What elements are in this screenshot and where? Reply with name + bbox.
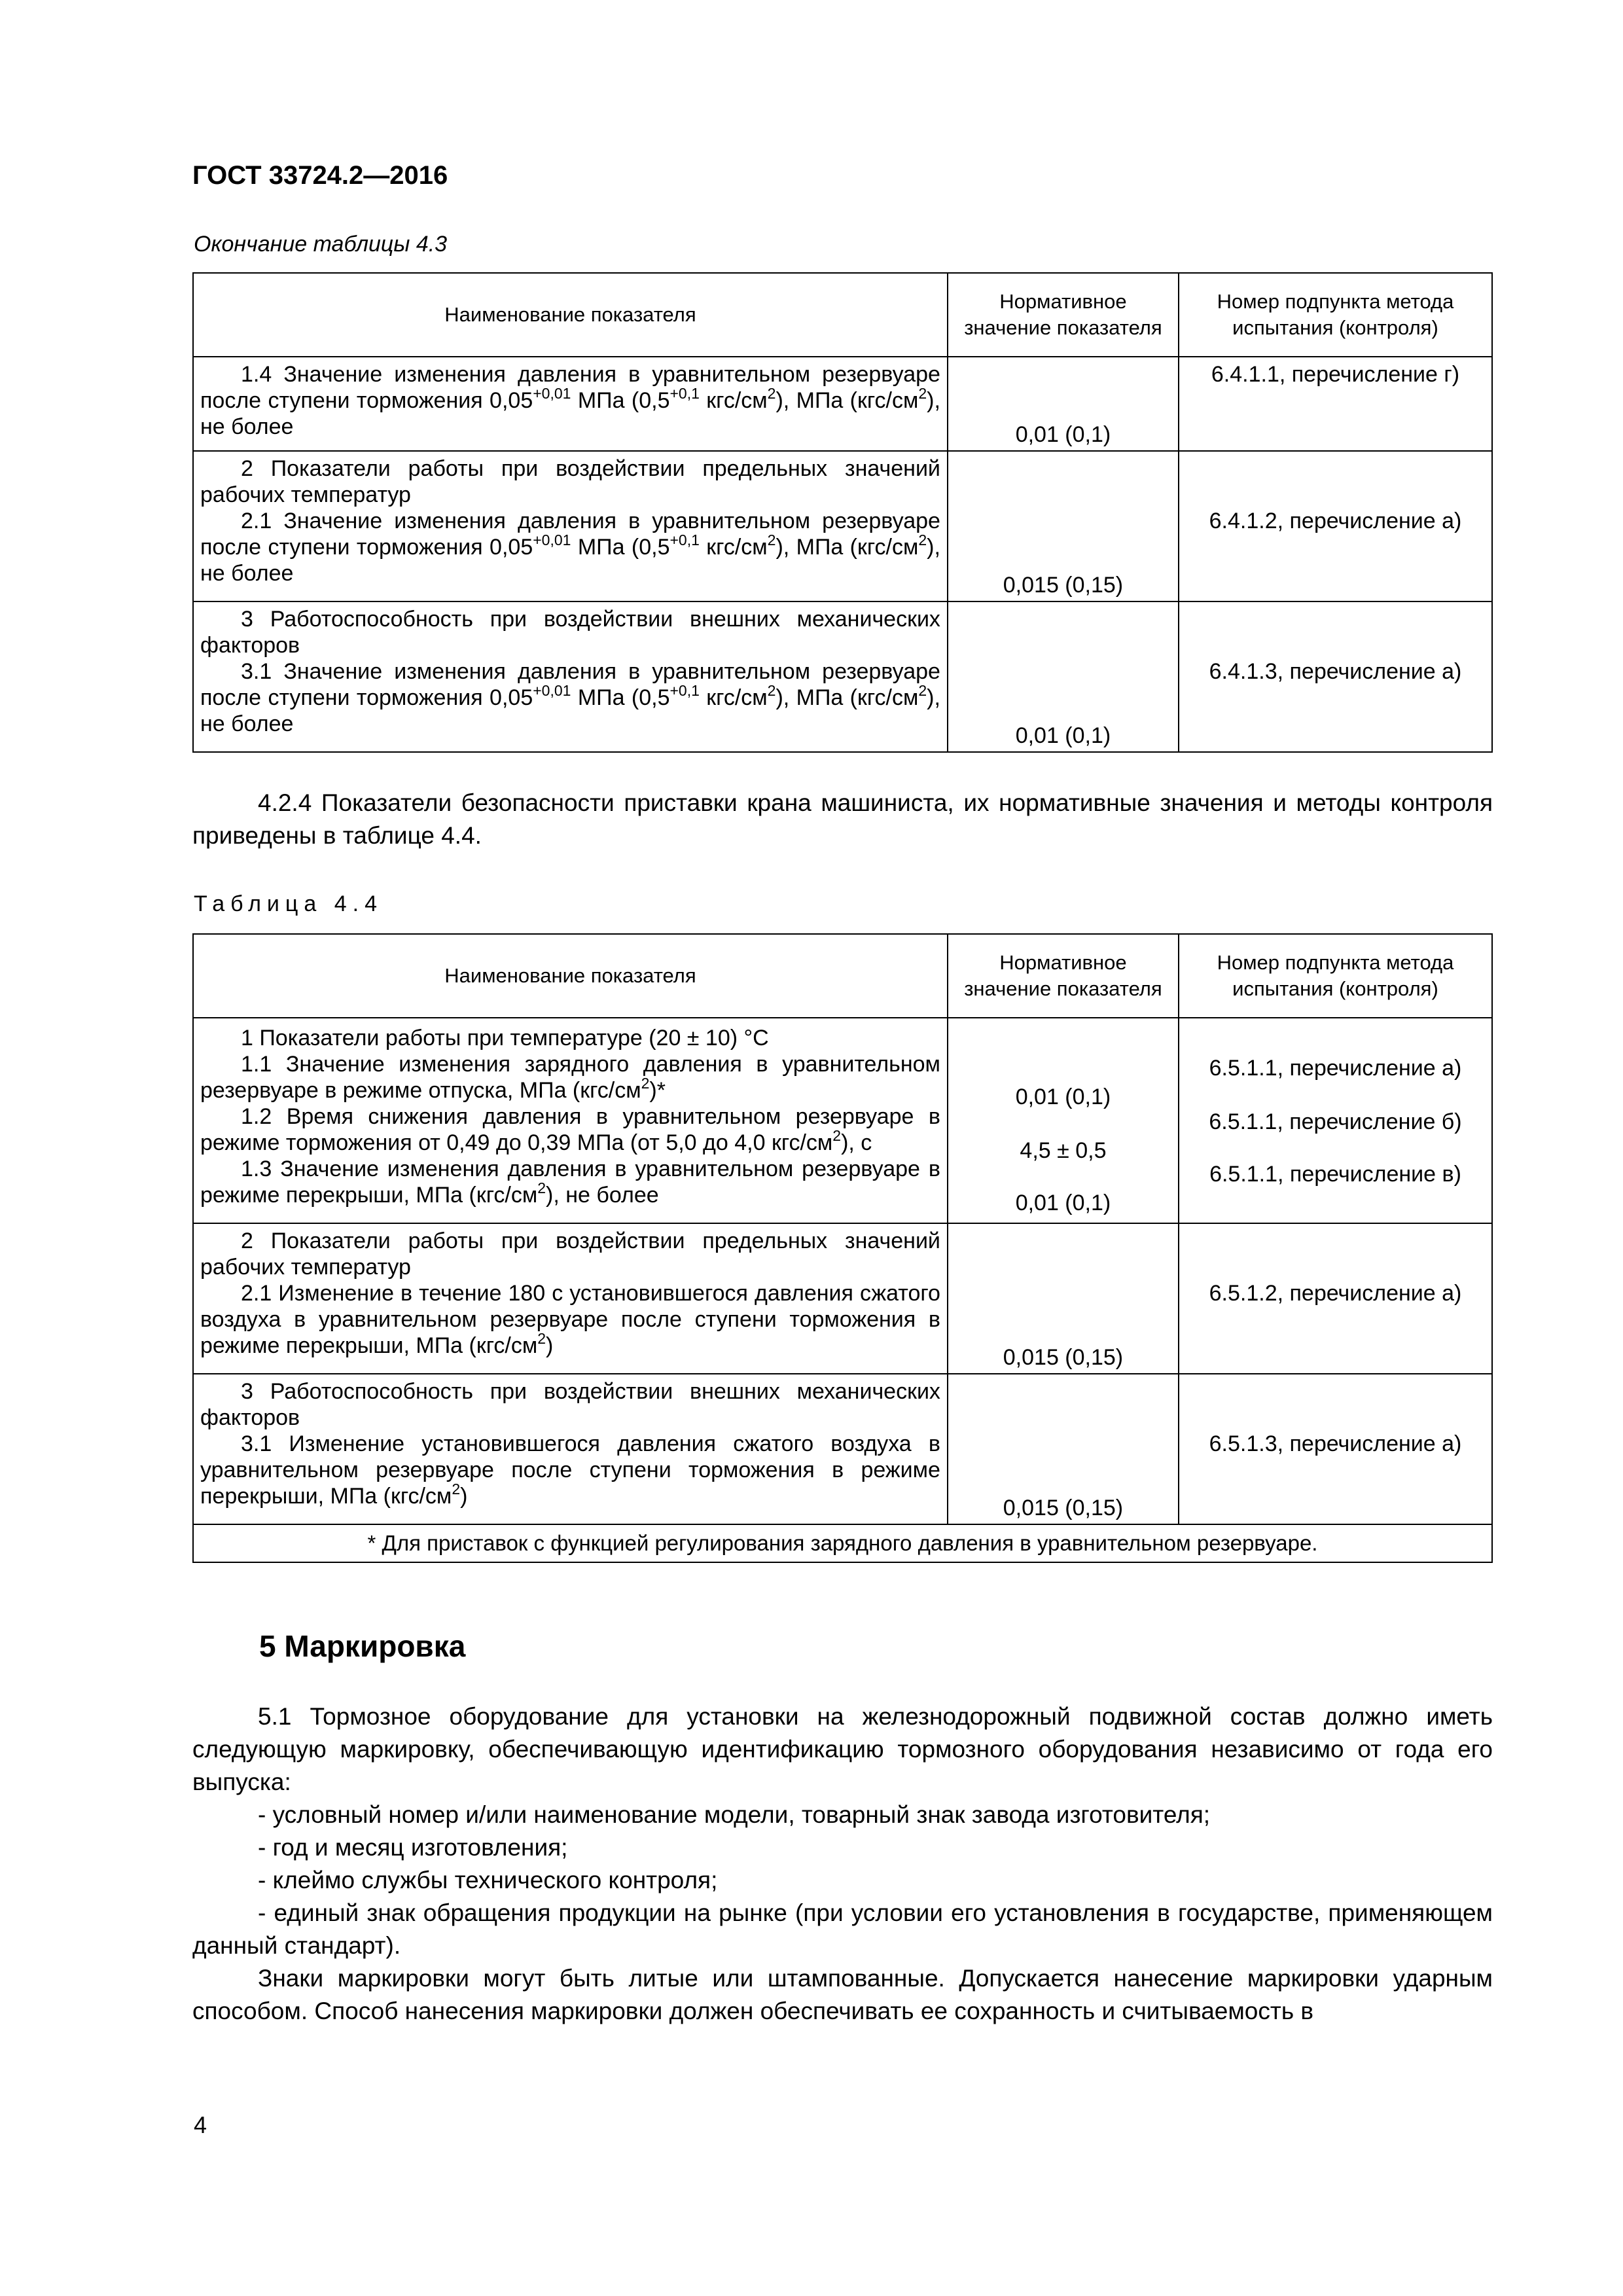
- table-footnote: * Для приставок с функцией регулирования зарядного давления в уравнительном резервуаре.: [193, 1524, 1492, 1562]
- list-item: - условный номер и/или наименование модели, товарный знак завода изготовителя;: [258, 1801, 1211, 1828]
- section-5-body: [192, 1700, 1493, 2028]
- table-row: [193, 1223, 1492, 1374]
- table-row: [193, 601, 1492, 752]
- column-header-name: Наименование показателя: [193, 934, 948, 1018]
- indicator-cell: 3 Работоспособность при воздействии внешних механических факторов 3.1 Изменение установившегося давления сжатого воздуха в уравнительном резервуаре после ступени торможения в режиме перекрыши, МПа $(кгс/см^2)$: [193, 1374, 948, 1524]
- column-header-norm: Нормативное значение показателя: [948, 934, 1179, 1018]
- list-item: - клеймо службы технического контроля;: [258, 1867, 718, 1893]
- indicator-cell: 3 Работоспособность при воздействии внешних механических факторов 3.1 Значение изменения давления в уравнительном резервуаре после ступени торможения $0,05^{+0,01}$ МПа ($0,5^{+0,1}$ кгс/$см^2$), МПа $(кгс/см^2)$, не более: [193, 601, 948, 752]
- table-4-3-caption: Окончание таблицы 4.3: [194, 232, 448, 257]
- table-4-3: [192, 272, 1493, 753]
- table-row: [193, 357, 1492, 451]
- value-cell: 0,015 (0,15): [948, 1374, 1179, 1524]
- value-cell: 0,015 (0,15): [948, 1223, 1179, 1374]
- list-item: - единый знак обращения продукции на рынке (при условии его установления в государстве, применяющем данный стандарт).: [192, 1899, 1493, 1959]
- table-4-4-caption: Таблица 4.4: [194, 891, 383, 916]
- method-cell: 6.4.1.2, перечисление а): [1179, 451, 1492, 601]
- paragraph-5-1: 5.1 Тормозное оборудование для установки на железнодорожный подвижной состав должно иметь следующую маркировку, обеспечивающую идентификацию тормозного оборудования независимо от года его выпуска:: [192, 1703, 1493, 1795]
- column-header-method: Номер подпункта метода испытания (контроля): [1179, 934, 1492, 1018]
- indicator-cell: 2 Показатели работы при воздействии предельных значений рабочих температур 2.1 Изменение в течение 180 с установившегося давления сжатого воздуха в уравнительном резервуаре после ступени торможения в режиме перекрыши, МПа $(кгс/см^2)$: [193, 1223, 948, 1374]
- value-cell: 0,01 (0,1): [948, 601, 1179, 752]
- page-number: 4: [194, 2111, 207, 2138]
- method-cell: 6.4.1.3, перечисление а): [1179, 601, 1492, 752]
- method-cell: 6.5.1.2, перечисление а): [1179, 1223, 1492, 1374]
- method-cell: 6.4.1.1, перечисление г): [1179, 357, 1492, 451]
- document-code: ГОСТ 33724.2—2016: [192, 161, 448, 190]
- column-header-name: Наименование показателя: [193, 273, 948, 357]
- method-cell: 6.5.1.3, перечисление а): [1179, 1374, 1492, 1524]
- column-header-method: Номер подпункта метода испытания (контроля): [1179, 273, 1492, 357]
- section-heading: 5 Маркировка: [259, 1629, 466, 1663]
- indicator-cell: 1 Показатели работы при температуре (20 ± 10) °С 1.1 Значение изменения зарядного давления в уравнительном резервуаре в режиме отпуска, МПа $(кгс/см^2)*$ 1.2 Время снижения давления в уравнительном резервуаре в режиме торможения от 0,49 до 0,39 МПа (от 5,0 до 4,0 кгс/$см^2$), с 1.3 Значение изменения давления в уравнительном резервуаре в режиме перекрыши, МПа $(кгс/см^2)$, не более: [193, 1018, 948, 1223]
- table-4-4: [192, 933, 1493, 1563]
- table-footnote-row: [193, 1524, 1492, 1562]
- value-cell: 0,01 (0,1) 4,5 ± 0,5 0,01 (0,1): [948, 1018, 1179, 1223]
- table-header-row: [193, 934, 1492, 1018]
- list-item: - год и месяц изготовления;: [258, 1834, 568, 1861]
- indicator-cell: 2 Показатели работы при воздействии предельных значений рабочих температур 2.1 Значение изменения давления в уравнительном резервуаре после ступени торможения $0,05^{+0,01}$ МПа ($0,5^{+0,1}$ кгс/$см^2$), МПа $(кгс/см^2)$, не более: [193, 451, 948, 601]
- table-row: [193, 451, 1492, 601]
- value-cell: 0,01 (0,1): [948, 357, 1179, 451]
- table-header-row: [193, 273, 1492, 357]
- column-header-norm: Нормативное значение показателя: [948, 273, 1179, 357]
- indicator-cell: 1.4 Значение изменения давления в уравнительном резервуаре после ступени торможения $0,05^{+0,01}$ МПа ($0,5^{+0,1}$ кгс/$см^2$), МПа $(кгс/см^2)$, не более: [193, 357, 948, 451]
- paragraph-4-2-4: 4.2.4 Показатели безопасности приставки крана машиниста, их нормативные значения и методы контроля приведены в таблице 4.4.: [192, 789, 1493, 849]
- value-cell: 0,015 (0,15): [948, 451, 1179, 601]
- table-row: [193, 1018, 1492, 1223]
- method-cell: 6.5.1.1, перечисление а) 6.5.1.1, перечисление б) 6.5.1.1, перечисление в): [1179, 1018, 1492, 1223]
- table-row: [193, 1374, 1492, 1524]
- paragraph-marking-methods: Знаки маркировки могут быть литые или штампованные. Допускается нанесение маркировки ударным способом. Способ нанесения маркировки должен обеспечивать ее сохранность и считываемость в: [192, 1965, 1493, 2024]
